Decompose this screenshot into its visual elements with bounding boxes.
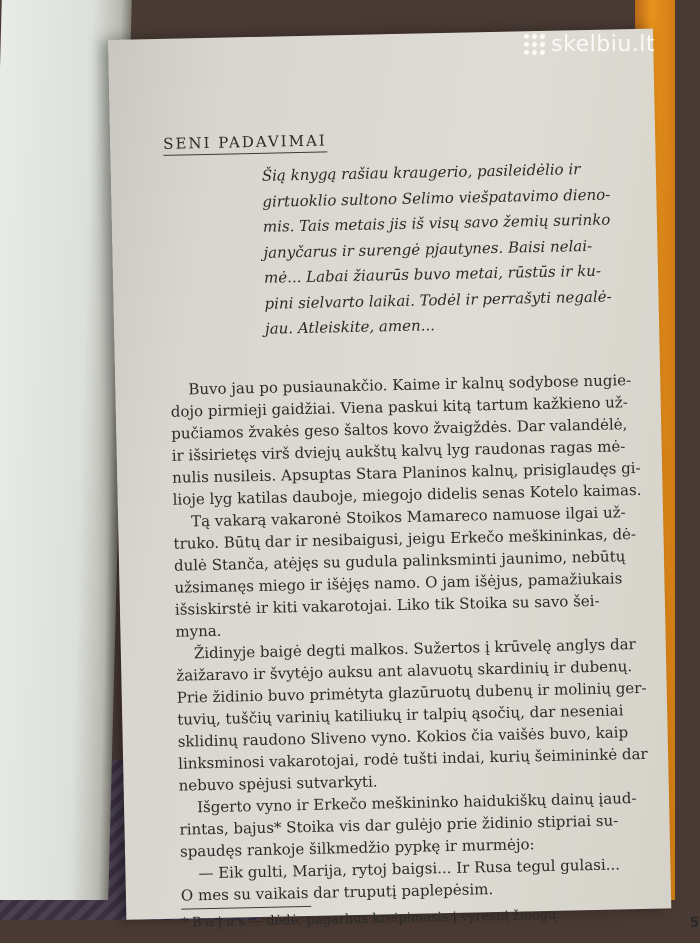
body-line: rintas, bajus* Stoika vis dar gulėjo prie židinio stipriai su-: [179, 810, 619, 839]
body-line: truko. Būtų dar ir nesibaigusi, jeigu Erkečo meškininkas, dė-: [173, 524, 637, 553]
page-number: 5: [689, 914, 700, 932]
epigraph-line: girtuoklio sultono Selimo viešpatavimo dieno-: [262, 185, 611, 211]
epigraph: [261, 157, 612, 343]
watermark-text: skelbiu.lt: [551, 32, 655, 57]
footnote: * B a j u s — dėdė, pagarbus kreipimasis į vyresnį žmogų.: [181, 907, 561, 931]
body-line: nulis nusileis. Apsuptas Stara Planinos kalnų, prisiglaudęs gi-: [171, 458, 641, 487]
body-line: Prie židinio buvo primėtyta glazūruotų dubenų ir molinių ger-: [176, 678, 647, 707]
body-line: spaudęs rankoje šilkmedžio pypkę ir murmėjo:: [179, 834, 535, 861]
body-line: tuvių, tuščių varinių katiliukų ir talpių ąsočių, dar neseniai: [177, 700, 624, 729]
body-line: žaižaravo ir švytėjo auksu ant alavuotų skardinių ir dubenų.: [176, 656, 633, 685]
body-text: [170, 369, 646, 907]
body-line: Tą vakarą vakaronė Stoikos Mamareco namuose ilgai už-: [190, 502, 626, 530]
body-line: dulė Stanča, atėjęs su gudula palinksminti jaunimo, nebūtų: [173, 546, 626, 575]
watermark: [524, 32, 655, 57]
body-line: išsiskirstė ir kiti vakarotojai. Liko tik Stoika su savo šei-: [174, 591, 600, 619]
body-line: Išgerto vyno ir Erkečo meškininko haidukiškų dainų įaud-: [196, 788, 637, 816]
book-page: [108, 29, 700, 932]
epigraph-line: pini sielvarto laikai. Todėl ir perrašyti negalė-: [264, 287, 612, 313]
epigraph-line: Šią knygą rašiau kraugerio, pasileidėlio ir: [261, 160, 581, 185]
body-line: lioje lyg katilas dauboje, miegojo didelis senas Kotelo kaimas.: [172, 480, 642, 509]
watermark-logo-icon: [524, 34, 545, 55]
body-line: Buvo jau po pusiaunakčio. Kaime ir kalnų sodybose nugie-: [188, 370, 632, 398]
epigraph-line: janyčarus ir surengė pjautynes. Baisi nelai-: [263, 236, 593, 262]
body-line: O mes su vaikais dar truputį paplepėsim.: [180, 879, 494, 905]
epigraph-line: mis. Tais metais jis iš visų savo žemių surinko: [262, 210, 611, 236]
chapter-heading: SENI PADAVIMAI: [163, 131, 327, 155]
page-text: [162, 124, 700, 933]
body-line: ir išsirietęs virš dviejų aukštų kalvų lyg raudonas ragas mė-: [171, 436, 626, 465]
body-line: sklidinų raudono Sliveno vyno. Kokios čia vaišės buvo, kaip: [177, 722, 629, 751]
footnote-separator: [181, 905, 311, 909]
body-line: — Eik gulti, Marija, rytoj baigsi... Ir Rusa tegul gulasi...: [198, 854, 621, 882]
body-line: myna.: [175, 621, 222, 641]
body-line: pučiamos žvakės geso šaltos kovo žvaigždės. Dar valandėlė,: [171, 414, 628, 443]
epigraph-line: jau. Atleiskite, amen...: [264, 316, 436, 338]
epigraph-line: mė... Labai žiaurūs buvo metai, rūstūs ir ku-: [263, 261, 602, 287]
body-line: linksminosi vakarotojai, rodė tušti indai, kurių šeimininkė dar: [177, 744, 648, 773]
body-line: nebuvo spėjusi sutvarkyti.: [178, 772, 378, 795]
body-line: užsimanęs miego ir išėjęs namo. O jam išėjus, pamažiukais: [174, 568, 623, 597]
body-line: dojo pirmieji gaidžiai. Viena paskui kitą tartum kažkieno už-: [170, 392, 628, 421]
body-line: Židinyje baigė degti malkos. Sužertos į krūvelę anglys dar: [193, 634, 636, 662]
